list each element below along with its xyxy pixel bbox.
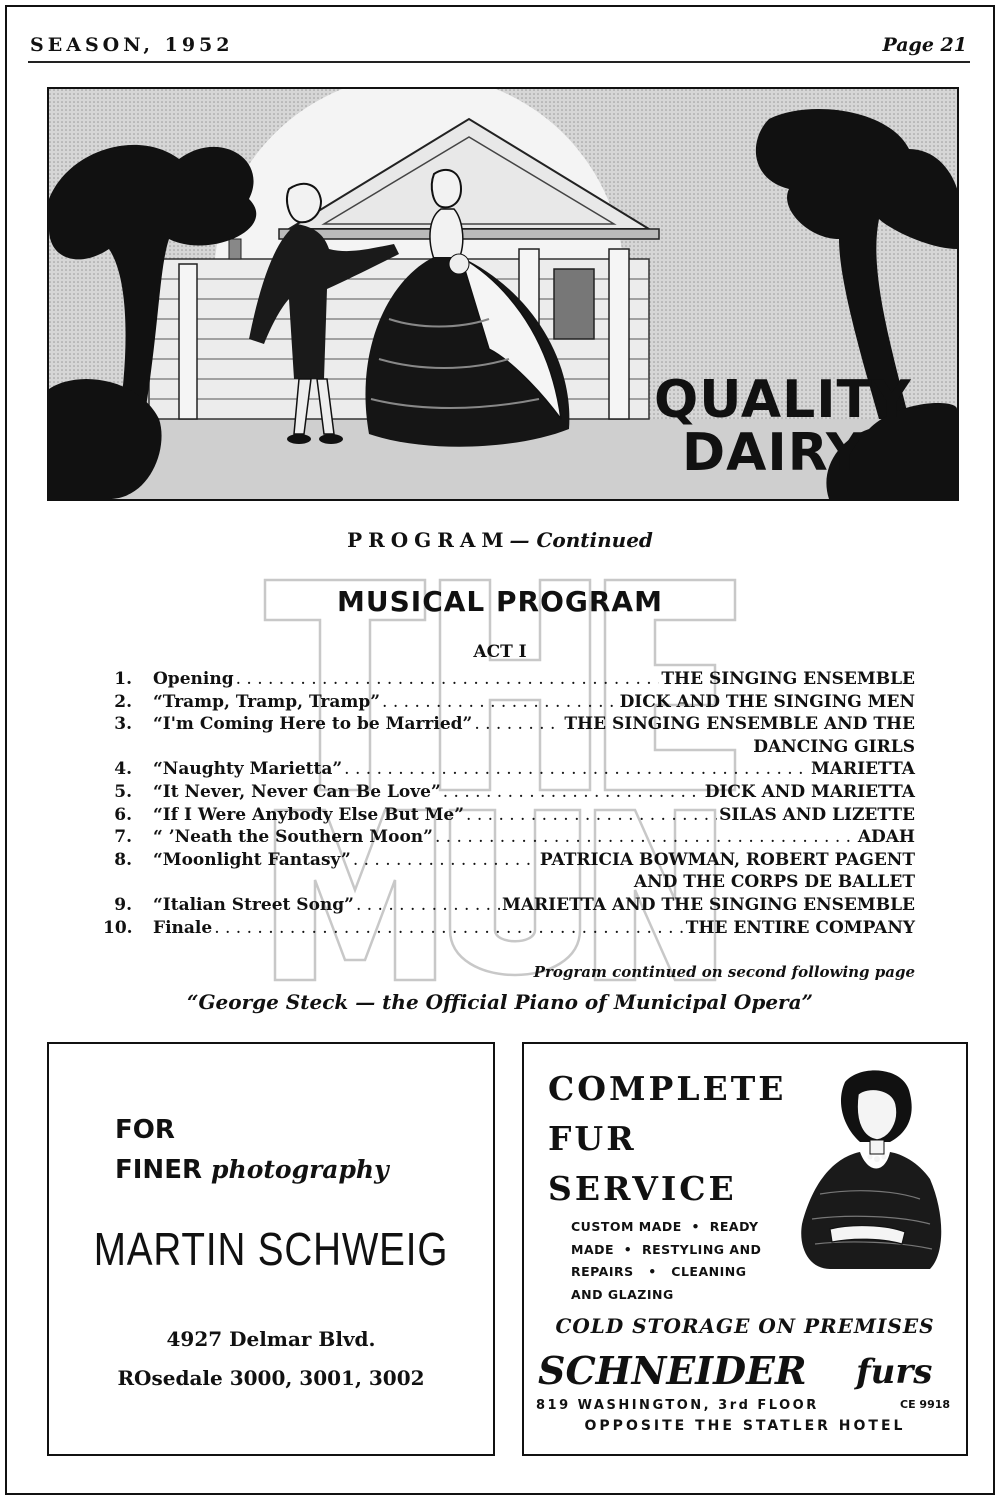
fur-phone: CE 9918 bbox=[900, 1398, 951, 1411]
item-title: “Naughty Marietta” bbox=[153, 759, 343, 780]
item-title: “ ’Neath the Southern Moon” bbox=[153, 827, 433, 848]
schneider-brand: SCHNEIDER bbox=[538, 1348, 807, 1393]
quality-dairy-ad bbox=[47, 87, 959, 501]
martin-schweig-ad bbox=[47, 1042, 495, 1456]
item-performer: ADAH bbox=[857, 827, 915, 848]
program-item bbox=[103, 691, 915, 714]
service-text: CUSTOM MADE bbox=[571, 1219, 682, 1234]
item-title: “It Never, Never Can Be Love” bbox=[153, 781, 441, 802]
leader-dots bbox=[344, 758, 809, 781]
item-number: 8. bbox=[114, 849, 132, 870]
photographer-address: 4927 Delmar Blvd. bbox=[166, 1327, 376, 1351]
photographer-phone: ROsedale 3000, 3001, 3002 bbox=[117, 1366, 425, 1390]
service-text: READY bbox=[709, 1219, 759, 1234]
cold-storage-notice: COLD STORAGE ON PREMISES bbox=[555, 1314, 935, 1338]
for-word: FOR bbox=[115, 1115, 175, 1145]
page-number: Page 21 bbox=[882, 34, 967, 56]
bullet: • bbox=[623, 1241, 633, 1257]
item-title: “I'm Coming Here to be Married” bbox=[153, 714, 473, 735]
program-item-continuation: DANCING GIRLS bbox=[753, 736, 915, 757]
service-text: AND GLAZING bbox=[571, 1286, 674, 1302]
woman-in-fur-stole-illustration bbox=[790, 1064, 950, 1279]
opposite-statler-hotel: OPPOSITE THE STATLER HOTEL bbox=[584, 1418, 906, 1434]
program-item-continuation: AND THE CORPS DE BALLET bbox=[633, 872, 915, 893]
complete-line: COMPLETE bbox=[548, 1069, 787, 1108]
item-performer: SILAS AND LIZETTE bbox=[719, 804, 915, 825]
item-title: Opening bbox=[153, 669, 234, 689]
bullet: • bbox=[691, 1219, 701, 1234]
item-number: 10. bbox=[103, 917, 133, 938]
program-heading bbox=[0, 528, 1000, 552]
bullet: • bbox=[648, 1264, 657, 1279]
service-text: MADE bbox=[571, 1241, 615, 1257]
quality-dairy-logo bbox=[654, 370, 912, 483]
program-item bbox=[103, 894, 915, 917]
service-text: CLEANING bbox=[671, 1264, 747, 1279]
leader-dots bbox=[474, 713, 562, 736]
leader-dots bbox=[443, 781, 703, 804]
program-item bbox=[103, 849, 915, 872]
program-word: PROGRAM bbox=[347, 528, 510, 552]
photography-word: photography bbox=[211, 1155, 389, 1184]
fur-services-list bbox=[571, 1216, 786, 1306]
leader-dots bbox=[435, 826, 856, 849]
finer-photography-tagline bbox=[115, 1110, 389, 1190]
furs-script: furs bbox=[856, 1352, 933, 1392]
piano-credit: “George Steck — the Official Piano of Municipal Opera” bbox=[186, 990, 814, 1014]
item-performer: THE SINGING ENSEMBLE AND THE bbox=[564, 714, 915, 735]
schneider-furs-ad bbox=[522, 1042, 968, 1456]
item-number: 9. bbox=[114, 894, 132, 915]
dairy-line: DAIRY bbox=[682, 423, 865, 483]
program-item bbox=[103, 826, 915, 849]
leader-dots bbox=[236, 668, 660, 691]
quality-line: QUALITY bbox=[654, 370, 912, 430]
item-number: 1. bbox=[114, 669, 132, 689]
program-list bbox=[103, 668, 915, 939]
finer-word: FINER bbox=[115, 1155, 202, 1185]
item-title: “Moonlight Fantasy” bbox=[153, 849, 351, 870]
item-number: 6. bbox=[114, 804, 132, 825]
item-number: 7. bbox=[114, 827, 132, 848]
item-number: 5. bbox=[114, 781, 132, 802]
musical-program-title: MUSICAL PROGRAM bbox=[337, 585, 663, 618]
item-performer: PATRICIA BOWMAN, ROBERT PAGENT bbox=[539, 849, 915, 870]
item-performer: MARIETTA bbox=[810, 759, 915, 780]
program-item bbox=[103, 713, 915, 736]
program-item bbox=[103, 758, 915, 781]
item-performer: DICK AND THE SINGING MEN bbox=[619, 691, 915, 712]
service-line: SERVICE bbox=[548, 1169, 737, 1208]
program-item bbox=[103, 668, 915, 691]
item-performer: THE SINGING ENSEMBLE bbox=[661, 669, 915, 689]
item-title: “Italian Street Song” bbox=[153, 894, 354, 915]
item-performer: MARIETTA AND THE SINGING ENSEMBLE bbox=[502, 894, 915, 915]
leader-dots bbox=[214, 917, 684, 940]
item-number: 4. bbox=[114, 759, 132, 780]
program-item bbox=[103, 917, 915, 940]
item-number: 2. bbox=[114, 691, 132, 712]
program-item bbox=[103, 804, 915, 827]
leader-dots bbox=[382, 691, 618, 714]
header-rule bbox=[28, 61, 970, 63]
leader-dots bbox=[356, 894, 500, 917]
program-continued: — Continued bbox=[509, 528, 653, 552]
fur-address: 819 WASHINGTON, 3rd FLOOR bbox=[536, 1398, 819, 1413]
service-text: REPAIRS bbox=[571, 1264, 634, 1279]
item-number: 3. bbox=[114, 714, 132, 735]
item-title: “Tramp, Tramp, Tramp” bbox=[153, 691, 381, 712]
item-performer: DICK AND MARIETTA bbox=[704, 781, 915, 802]
photographer-name: MARTIN SCHWEIG bbox=[93, 1223, 449, 1275]
item-title: “If I Were Anybody Else But Me” bbox=[153, 804, 465, 825]
item-title: Finale bbox=[153, 917, 213, 938]
act-heading: ACT I bbox=[473, 642, 527, 662]
season-header: SEASON, 1952 bbox=[30, 34, 234, 56]
leader-dots bbox=[353, 849, 538, 872]
program-item bbox=[103, 781, 915, 804]
complete-fur-service-heading bbox=[548, 1064, 786, 1214]
leader-dots bbox=[466, 804, 717, 827]
service-text: RESTYLING AND bbox=[641, 1241, 762, 1257]
program-continued-note: Program continued on second following page bbox=[533, 963, 915, 981]
fur-line: FUR bbox=[548, 1119, 637, 1158]
item-performer: THE ENTIRE COMPANY bbox=[685, 917, 915, 938]
